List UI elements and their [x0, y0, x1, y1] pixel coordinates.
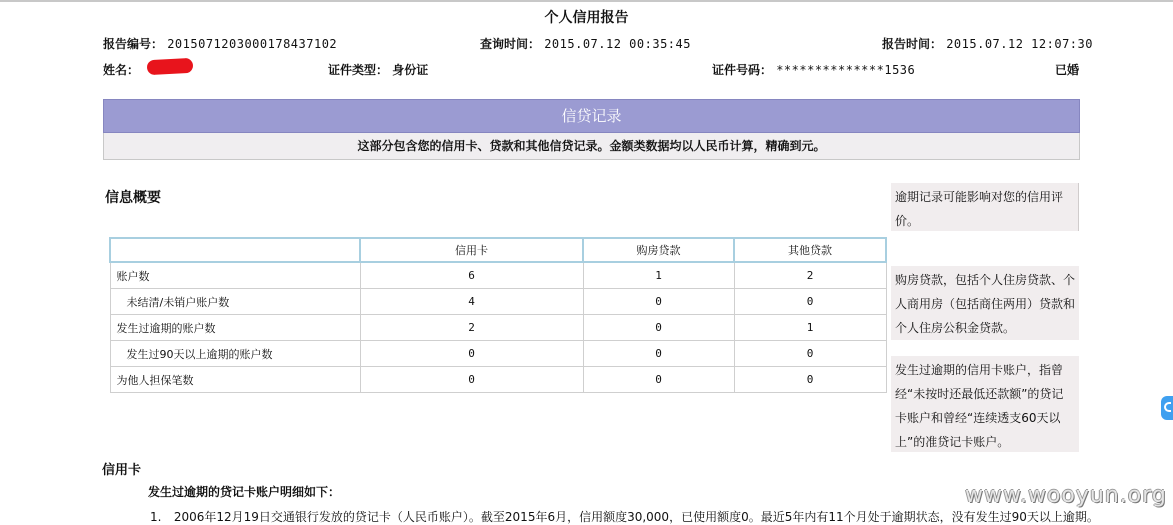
report-number-value: 2015071203000178437102: [167, 37, 338, 51]
id-type: [328, 61, 428, 78]
table-row: [110, 262, 886, 289]
watermark: www.wooyun.org: [965, 483, 1167, 508]
overview-table: [109, 237, 887, 393]
report-number: [103, 35, 337, 52]
table-row: [110, 289, 886, 315]
id-number-value: **************1536: [776, 63, 916, 77]
row-label: 发生过90天以上逾期的账户数: [110, 341, 360, 367]
side-note-overdue-card: 发生过逾期的信用卡账户，指曾经“未按时还最低还款额”的贷记卡账户和曾经“连续透支60天以上”的准贷记卡账户。: [891, 356, 1079, 452]
cell-value: 0: [360, 341, 583, 367]
cell-value: 4: [360, 289, 583, 315]
cell-value: 0: [360, 367, 583, 393]
cell-value: 0: [583, 315, 734, 341]
table-row: [110, 367, 886, 393]
report-time-value: 2015.07.12 12:07:30: [946, 37, 1093, 51]
report-number-label: 报告编号：: [103, 37, 164, 51]
overdue-detail-title: 发生过逾期的贷记卡账户明细如下：: [148, 485, 341, 499]
cell-value: 1: [583, 262, 734, 289]
row-label: 未结清/未销户账户数: [110, 289, 360, 315]
column-header-mortgage: 购房贷款: [583, 238, 734, 262]
list-item: [150, 508, 1099, 525]
side-note-mortgage: 购房贷款，包括个人住房贷款、个人商用房（包括商住两用）贷款和个人住房公积金贷款。: [891, 266, 1079, 340]
cell-value: 0: [734, 341, 886, 367]
row-label: 发生过逾期的账户数: [110, 315, 360, 341]
id-number-label: 证件号码：: [712, 63, 773, 77]
side-note-overdue: 逾期记录可能影响对您的信用评价。: [891, 183, 1079, 231]
name-redaction: [147, 58, 194, 75]
cell-value: 2: [734, 262, 886, 289]
cell-value: 6: [360, 262, 583, 289]
id-type-label: 证件类型：: [328, 63, 389, 77]
table-row: [110, 315, 886, 341]
table-header-row: [110, 238, 886, 262]
row-label: 账户数: [110, 262, 360, 289]
cell-value: 0: [583, 289, 734, 315]
chat-widget-icon[interactable]: [1161, 396, 1173, 420]
cell-value: 0: [583, 367, 734, 393]
marital-status: 已婚: [1055, 63, 1080, 77]
cell-value: 0: [734, 289, 886, 315]
row-label: 为他人担保笔数: [110, 367, 360, 393]
id-number: [712, 61, 915, 78]
cell-value: 1: [734, 315, 886, 341]
top-divider: [0, 0, 1173, 2]
cell-value: 0: [734, 367, 886, 393]
id-type-value: 身份证: [392, 63, 429, 77]
credit-section-header: 信贷记录: [103, 99, 1080, 133]
page-title: 个人信用报告: [544, 10, 629, 26]
overview-title: 信息概要: [105, 190, 161, 206]
name-label: 姓名：: [103, 63, 140, 77]
table-row: [110, 341, 886, 367]
credit-section-note: 这部分包含您的信用卡、贷款和其他信贷记录。金额类数据均以人民币计算，精确到元。: [103, 133, 1080, 160]
cell-value: 2: [360, 315, 583, 341]
column-header-other-loans: 其他贷款: [734, 238, 886, 262]
column-header-credit-card: 信用卡: [360, 238, 583, 262]
credit-card-section-title: 信用卡: [102, 463, 142, 478]
column-header: [110, 238, 360, 262]
list-item-index: 1.: [150, 510, 162, 524]
list-item-text: 2006年12月19日交通银行发放的贷记卡（人民币账户）。截至2015年6月，信用额度30,000，已使用额度0。最近5年内有11个月处于逾期状态，没有发生过90天以上逾期。: [173, 510, 1099, 524]
query-time: [480, 35, 691, 52]
report-time: [882, 35, 1093, 52]
cell-value: 0: [583, 341, 734, 367]
query-time-label: 查询时间：: [480, 37, 541, 51]
query-time-value: 2015.07.12 00:35:45: [544, 37, 691, 51]
report-time-label: 报告时间：: [882, 37, 943, 51]
